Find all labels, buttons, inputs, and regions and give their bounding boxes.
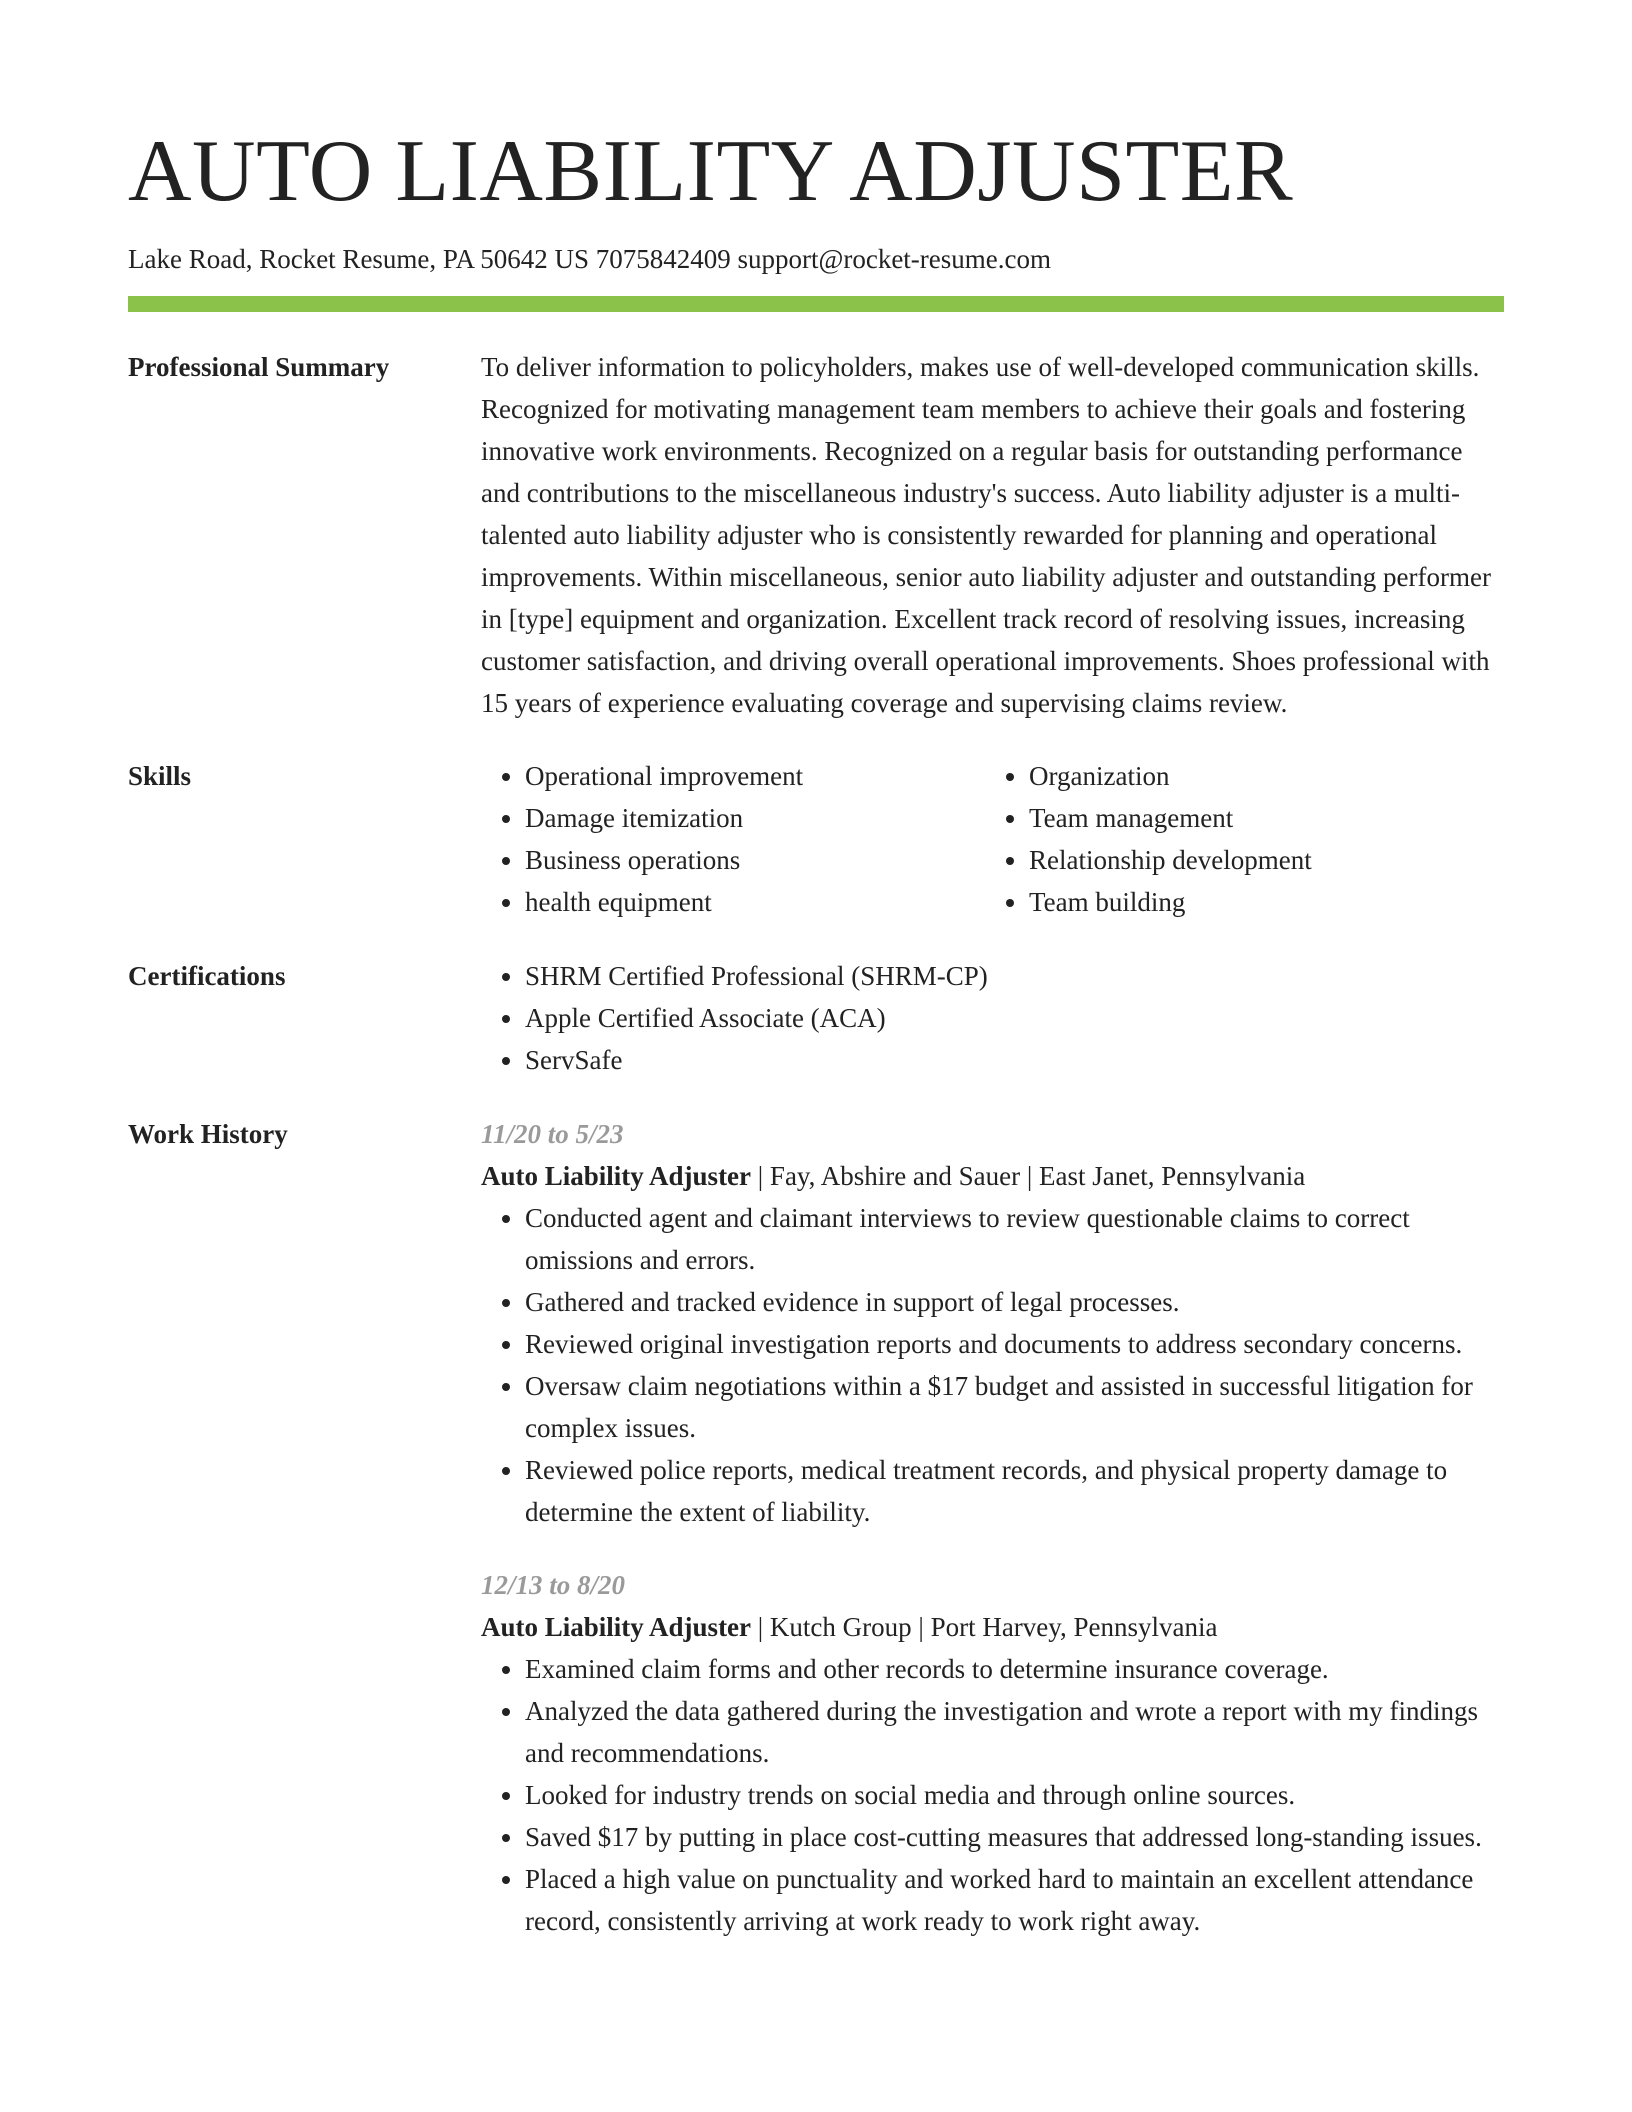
contact-line: Lake Road, Rocket Resume, PA 50642 US 7075842409 support@rocket-resume.com — [128, 244, 1051, 274]
job-entry — [481, 1113, 1504, 1533]
job-employer-location: | Fay, Abshire and Sauer | East Janet, Pennsylvania — [751, 1161, 1306, 1191]
job-title: Auto Liability Adjuster — [481, 1612, 752, 1642]
skill-item: • Organization — [1029, 755, 1504, 797]
job-bullet: • Saved $17 by putting in place cost-cutting measures that addressed long-standing issues. — [525, 1816, 1504, 1858]
summary-text: To deliver information to policyholders, makes use of well-developed communication skills. Recognized for motivating management team members to achieve their goals and fostering innovative work environments. Recognized on a regular basis for outstanding performance and contributions to the miscellaneous industry's success. Auto liability adjuster is a multi-talented auto liability adjuster who is consistently rewarded for planning and operational improvements. Within miscellaneous, senior auto liability adjuster and outstanding performer in [type] equipment and organization. Excellent track record of resolving issues, increasing customer satisfaction, and driving overall operational improvements. Shoes professional with 15 years of experience evaluating coverage and supervising claims review. — [481, 352, 1491, 718]
certifications-section — [128, 955, 1504, 1081]
skill-item: • Team management — [1029, 797, 1504, 839]
certification-item: • ServSafe — [525, 1039, 1504, 1081]
job-bullet: • Reviewed police reports, medical treatment records, and physical property damage to determine the extent of liability. — [525, 1449, 1504, 1533]
job-bullet: • Looked for industry trends on social media and through online sources. — [525, 1774, 1504, 1816]
section-label-summary: Professional Summary — [128, 352, 390, 382]
job-bullet: • Conducted agent and claimant interviews to review questionable claims to correct omissions and errors. — [525, 1197, 1504, 1281]
skill-item: • Operational improvement — [525, 755, 985, 797]
work-history-section — [128, 1113, 1504, 1942]
section-label-work-history: Work History — [128, 1119, 288, 1149]
skill-item: • Damage itemization — [525, 797, 985, 839]
skills-list-left — [481, 755, 985, 923]
skill-item: • Team building — [1029, 881, 1504, 923]
resume-name: AUTO LIABILITY ADJUSTER — [128, 123, 1294, 220]
job-title: Auto Liability Adjuster — [481, 1161, 752, 1191]
skill-item: • Business operations — [525, 839, 985, 881]
skills-section — [128, 755, 1504, 923]
certification-item: • SHRM Certified Professional (SHRM-CP) — [525, 955, 1504, 997]
job-bullet: • Placed a high value on punctuality and worked hard to maintain an excellent attendance record, consistently arriving at work ready to work right away. — [525, 1858, 1504, 1942]
job-bullet: • Examined claim forms and other records to determine insurance coverage. — [525, 1648, 1504, 1690]
job-bullet: • Reviewed original investigation reports and documents to address secondary concerns. — [525, 1323, 1504, 1365]
job-bullet: • Oversaw claim negotiations within a $17 budget and assisted in successful litigation for complex issues. — [525, 1365, 1504, 1449]
job-heading — [481, 1155, 1504, 1197]
job-heading — [481, 1606, 1504, 1648]
header-divider — [128, 296, 1504, 312]
job-bullet: • Gathered and tracked evidence in support of legal processes. — [525, 1281, 1504, 1323]
job-bullets — [481, 1197, 1504, 1533]
job-bullet: • Analyzed the data gathered during the investigation and wrote a report with my findings and recommendations. — [525, 1690, 1504, 1774]
job-dates: 11/20 to 5/23 — [481, 1119, 624, 1149]
skill-item: • health equipment — [525, 881, 985, 923]
certification-item: • Apple Certified Associate (ACA) — [525, 997, 1504, 1039]
job-dates: 12/13 to 8/20 — [481, 1570, 626, 1600]
job-bullets — [481, 1648, 1504, 1942]
job-employer-location: | Kutch Group | Port Harvey, Pennsylvania — [751, 1612, 1218, 1642]
skills-grid — [481, 755, 1504, 923]
skill-item: • Relationship development — [1029, 839, 1504, 881]
certifications-list — [481, 955, 1504, 1081]
skills-list-right — [985, 755, 1504, 923]
job-entry — [481, 1564, 1504, 1942]
section-label-skills: Skills — [128, 761, 192, 791]
summary-section — [128, 346, 1504, 724]
section-label-certifications: Certifications — [128, 961, 286, 991]
